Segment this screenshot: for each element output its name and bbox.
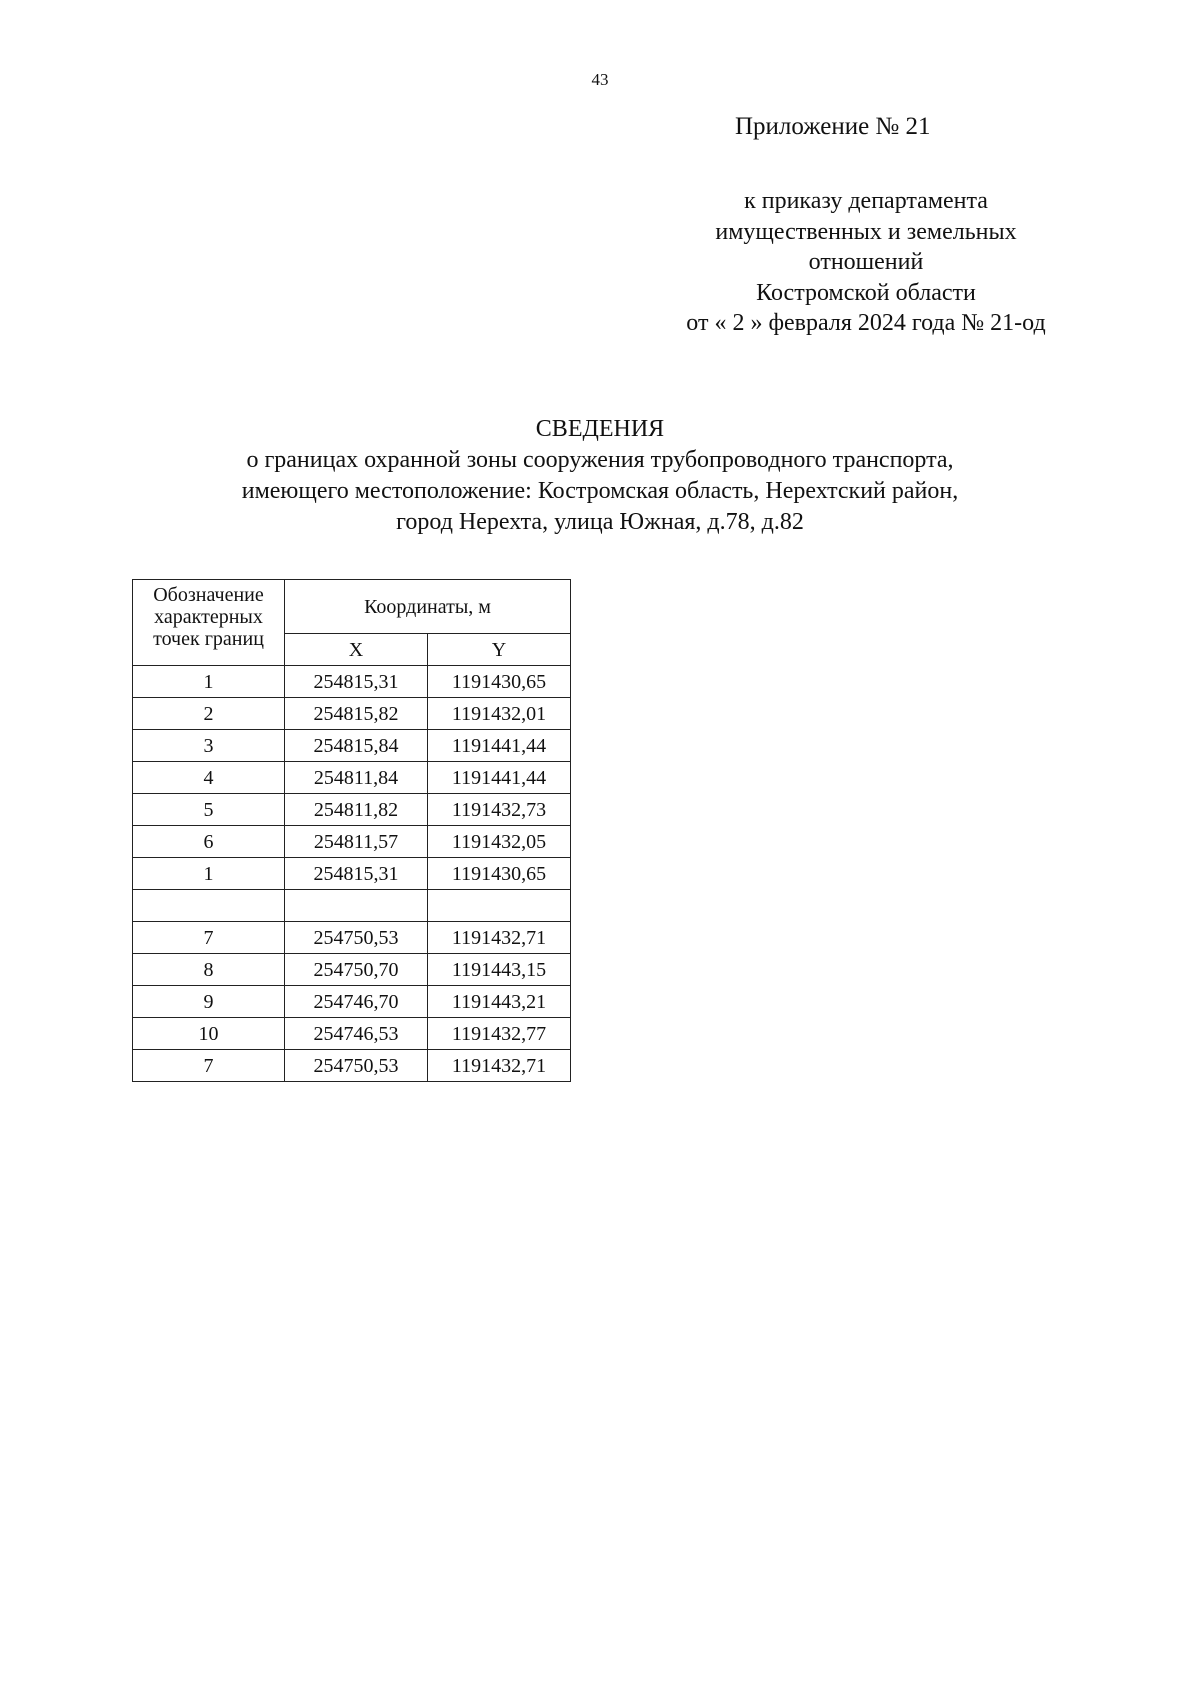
- y-cell: 1191432,77: [428, 1018, 571, 1050]
- point-cell: 8: [133, 954, 285, 986]
- table-row: [133, 826, 571, 858]
- point-cell: 5: [133, 794, 285, 826]
- point-cell: 9: [133, 986, 285, 1018]
- table-row: [133, 986, 571, 1018]
- table-row: [133, 762, 571, 794]
- order-line: отношений: [808, 249, 924, 275]
- table-row: [133, 922, 571, 954]
- point-cell: 6: [133, 826, 285, 858]
- header-points: Обозначение характерных точек границ: [133, 580, 285, 666]
- x-cell: [285, 890, 428, 922]
- coordinates-table: [132, 579, 571, 1082]
- y-cell: 1191430,65: [428, 858, 571, 890]
- x-cell: 254815,31: [285, 858, 428, 890]
- y-cell: 1191443,15: [428, 954, 571, 986]
- point-cell: 1: [133, 858, 285, 890]
- point-cell: 2: [133, 698, 285, 730]
- y-cell: 1191432,05: [428, 826, 571, 858]
- table-row: [133, 1018, 571, 1050]
- point-cell: 1: [133, 666, 285, 698]
- heading-line: о границах охранной зоны сооружения трубопроводного транспорта,: [246, 447, 954, 473]
- y-cell: 1191432,01: [428, 698, 571, 730]
- table-body: [133, 666, 571, 1082]
- order-line: имущественных и земельных: [715, 218, 1017, 245]
- point-cell: 7: [133, 922, 285, 954]
- order-line: от « 2 » февраля 2024 года № 21-од: [686, 310, 1046, 336]
- table-row: [133, 890, 571, 922]
- page-number: 43: [591, 70, 609, 89]
- table-row: [133, 730, 571, 762]
- heading-line: город Нерехта, улица Южная, д.78, д.82: [396, 509, 804, 535]
- table-row: [133, 794, 571, 826]
- y-cell: 1191432,71: [428, 922, 571, 954]
- y-cell: 1191432,73: [428, 794, 571, 826]
- order-line: к приказу департамента: [744, 188, 988, 214]
- x-cell: 254750,53: [285, 922, 428, 954]
- header-coordinates: Координаты, м: [285, 580, 571, 634]
- x-cell: 254811,82: [285, 794, 428, 826]
- y-cell: 1191443,21: [428, 986, 571, 1018]
- point-cell: 7: [133, 1050, 285, 1082]
- point-cell: 3: [133, 730, 285, 762]
- y-cell: 1191432,71: [428, 1050, 571, 1082]
- y-cell: [428, 890, 571, 922]
- table-row: [133, 954, 571, 986]
- x-cell: 254815,31: [285, 666, 428, 698]
- table-row: [133, 858, 571, 890]
- x-cell: 254811,57: [285, 826, 428, 858]
- table-row: [133, 698, 571, 730]
- header-x: X: [285, 634, 428, 666]
- heading-title: СВЕДЕНИЯ: [535, 416, 665, 442]
- order-reference: [598, 186, 1134, 339]
- x-cell: 254750,53: [285, 1050, 428, 1082]
- x-cell: 254815,84: [285, 730, 428, 762]
- x-cell: 254811,84: [285, 762, 428, 794]
- y-cell: 1191441,44: [428, 762, 571, 794]
- order-line: Костромской области: [756, 279, 976, 306]
- x-cell: 254746,70: [285, 986, 428, 1018]
- appendix-label: Приложение № 21: [735, 113, 931, 140]
- point-cell: 10: [133, 1018, 285, 1050]
- table-row: [133, 666, 571, 698]
- document-heading: [0, 414, 1200, 538]
- y-cell: 1191430,65: [428, 666, 571, 698]
- x-cell: 254746,53: [285, 1018, 428, 1050]
- point-cell: 4: [133, 762, 285, 794]
- table-row: [133, 1050, 571, 1082]
- y-cell: 1191441,44: [428, 730, 571, 762]
- x-cell: 254815,82: [285, 698, 428, 730]
- heading-line: имеющего местоположение: Костромская область, Нерехтский район,: [241, 478, 959, 504]
- point-cell: [133, 890, 285, 922]
- header-y: Y: [428, 634, 571, 666]
- x-cell: 254750,70: [285, 954, 428, 986]
